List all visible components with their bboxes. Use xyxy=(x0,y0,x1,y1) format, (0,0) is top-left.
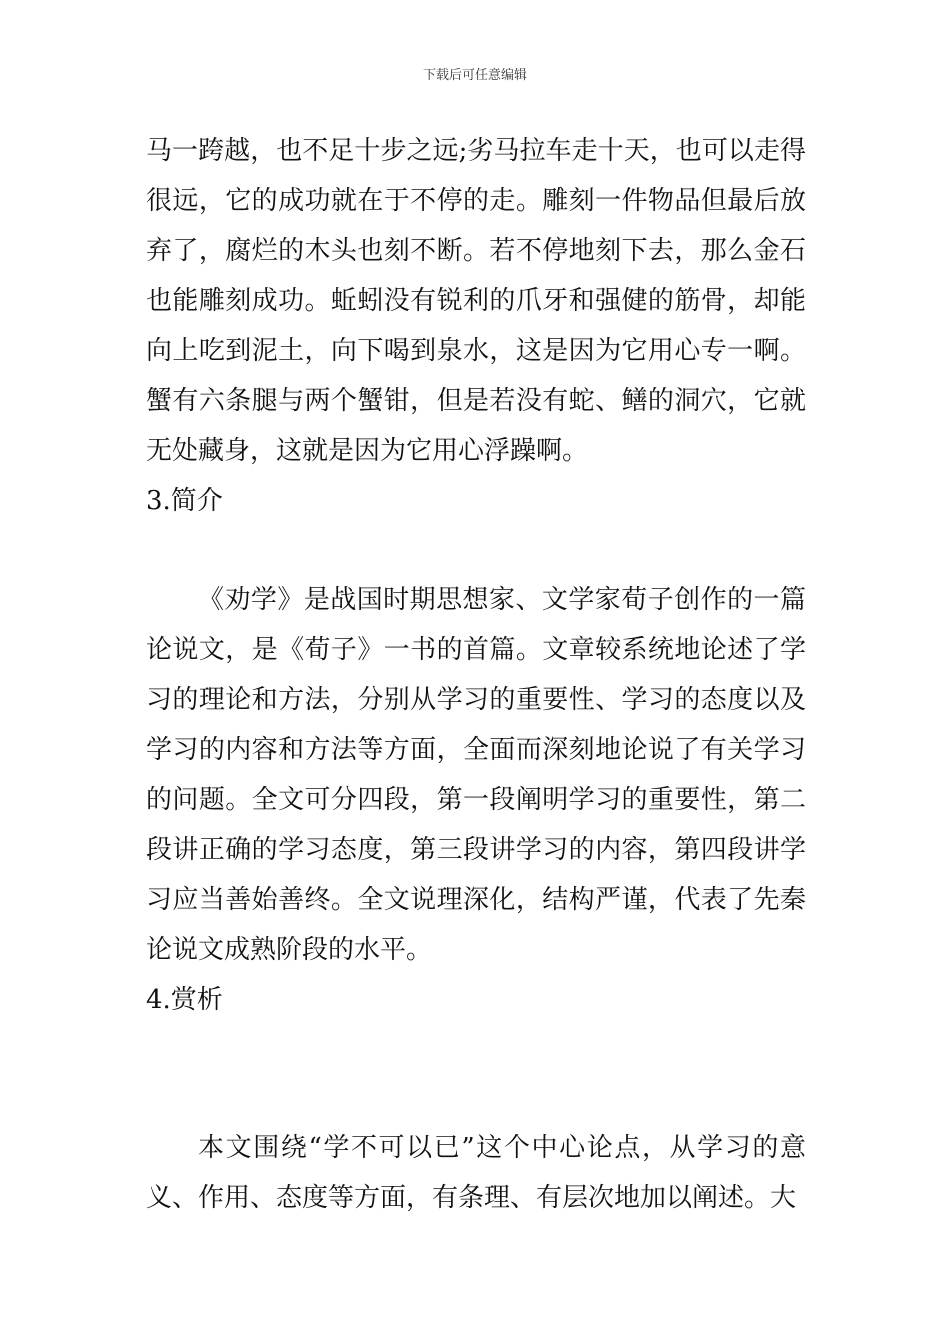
spacer xyxy=(146,1025,806,1123)
analysis-paragraph: 本文围绕“学不可以已”这个中心论点，从学习的意义、作用、态度等方面，有条理、有层次地加以阐述。大 xyxy=(146,1133,806,1213)
spacer xyxy=(146,526,806,575)
section-heading-analysis: 4.赏析 xyxy=(146,985,223,1015)
intro-paragraph: 《劝学》是战国时期思想家、文学家荀子创作的一篇论说文，是《荀子》一书的首篇。文章较系统地论述了学习的理论和方法，分别从学习的重要性、学习的态度以及学习的内容和方法等方面，全面而深刻地论说了有关学习的问题。全文可分四段，第一段阐明学习的重要性，第二段讲正确的学习态度，第三段讲学习的内容，第四段讲学习应当善始善终。全文说理深化，结构严谨，代表了先秦论说文成熟阶段的水平。 xyxy=(146,585,806,965)
translation-paragraph: 马一跨越，也不足十步之远;劣马拉车走十天，也可以走得很远，它的成功就在于不停的走。雕刻一件物品但最后放弃了，腐烂的木头也刻不断。若不停地刻下去，那么金石也能雕刻成功。蚯蚓没有锐利的爪牙和强健的筋骨，却能向上吃到泥土，向下喝到泉水，这是因为它用心专一啊。蟹有六条腿与两个蟹钳，但是若没有蛇、鳝的洞穴，它就无处藏身，这就是因为它用心浮躁啊。 xyxy=(146,136,806,466)
section-heading-intro: 3.简介 xyxy=(146,486,223,516)
document-body xyxy=(146,126,806,1223)
page-header: 下载后可任意编辑 xyxy=(422,68,527,83)
